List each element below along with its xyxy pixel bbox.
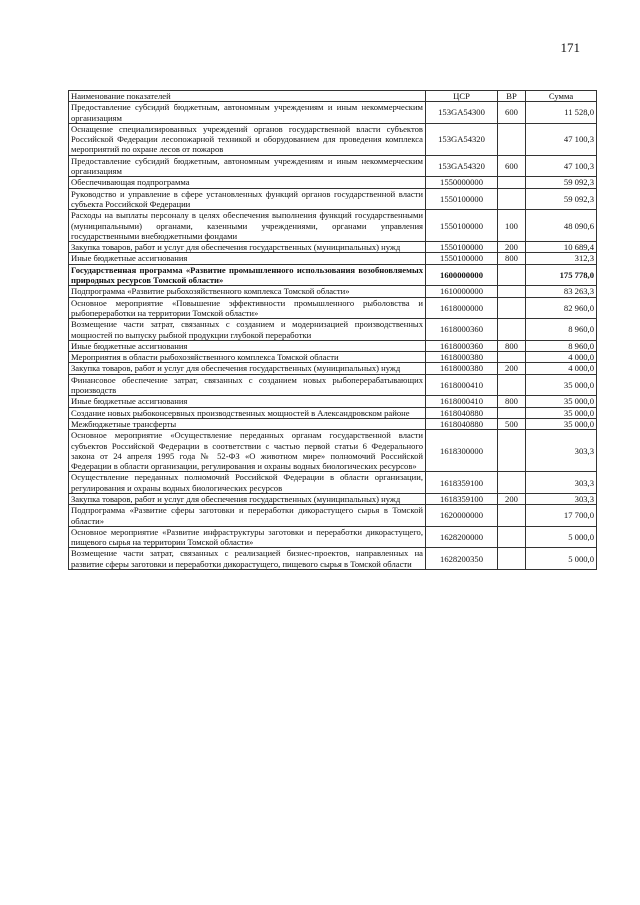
cell-csr: 1618000410 — [426, 374, 498, 396]
cell-name: Основное мероприятие «Осуществление переданных органам государственной власти субъектов Российской Федерации в соответствии с частью первой статьи 6 Федерального закона от 24 апреля 1995 года № 52-ФЗ «О животном мире» полномочий Российской Федерации в области организации, регулирования и охраны водных биологических ресурсов» — [69, 430, 426, 472]
cell-vr — [498, 526, 526, 548]
cell-csr: 1550100000 — [426, 242, 498, 253]
cell-name: Возмещение части затрат, связанных с реализацией бизнес-проектов, направленных на развитие сферы заготовки и переработки дикорастущего, пищевого сырья в Томской области — [69, 548, 426, 570]
table-row — [69, 418, 597, 429]
cell-name: Государственная программа «Развитие промышленного использования возобновляемых природных ресурсов Томской области» — [69, 264, 426, 286]
cell-csr: 1618040880 — [426, 407, 498, 418]
cell-vr — [498, 548, 526, 570]
cell-vr — [498, 352, 526, 363]
cell-sum: 303,3 — [526, 430, 597, 472]
page-number: 171 — [560, 40, 580, 55]
cell-sum: 11 528,0 — [526, 102, 597, 124]
table-row — [69, 505, 597, 527]
cell-name: Расходы на выплаты персоналу в целях обеспечения выполнения функций государственными (муниципальными) органами, казенными учреждениями, органами управления государственными внебюджетными фондами — [69, 210, 426, 242]
cell-csr: 1550000000 — [426, 177, 498, 188]
cell-csr: 153GA54300 — [426, 102, 498, 124]
cell-name: Мероприятия в области рыбохозяйственного комплекса Томской области — [69, 352, 426, 363]
cell-name: Иные бюджетные ассигнования — [69, 396, 426, 407]
cell-sum: 8 960,0 — [526, 340, 597, 351]
cell-sum: 47 100,3 — [526, 155, 597, 177]
cell-vr — [498, 374, 526, 396]
cell-sum: 35 000,0 — [526, 374, 597, 396]
cell-vr — [498, 472, 526, 494]
table-row — [69, 253, 597, 264]
cell-vr: 800 — [498, 253, 526, 264]
table-row — [69, 177, 597, 188]
cell-name: Закупка товаров, работ и услуг для обеспечения государственных (муниципальных) нужд — [69, 493, 426, 504]
cell-sum: 83 263,3 — [526, 286, 597, 297]
cell-vr: 600 — [498, 155, 526, 177]
cell-name: Основное мероприятие «Развитие инфраструктуры заготовки и переработки дикорастущего, пищевого сырья на территории Томской области» — [69, 526, 426, 548]
cell-name: Предоставление субсидий бюджетным, автономным учреждениям и иным некоммерческим организациям — [69, 102, 426, 124]
cell-vr — [498, 505, 526, 527]
header-csr: ЦСР — [426, 91, 498, 102]
cell-vr — [498, 177, 526, 188]
table-row — [69, 340, 597, 351]
header-vr: ВР — [498, 91, 526, 102]
cell-name: Создание новых рыбоконсервных производственных мощностей в Александровском районе — [69, 407, 426, 418]
table-row — [69, 493, 597, 504]
cell-sum: 35 000,0 — [526, 418, 597, 429]
table-row — [69, 472, 597, 494]
cell-sum: 10 689,4 — [526, 242, 597, 253]
cell-name: Основное мероприятие «Повышение эффективности промышленного рыболовства и рыбопереработки на территории Томской области» — [69, 297, 426, 319]
cell-name: Предоставление субсидий бюджетным, автономным учреждениям и иным некоммерческим организациям — [69, 155, 426, 177]
cell-sum: 312,3 — [526, 253, 597, 264]
table-row — [69, 264, 597, 286]
cell-sum: 59 092,3 — [526, 188, 597, 210]
table-row — [69, 548, 597, 570]
cell-sum: 175 778,0 — [526, 264, 597, 286]
table-body — [69, 102, 597, 570]
cell-vr — [498, 286, 526, 297]
cell-csr: 1550100000 — [426, 210, 498, 242]
table-row — [69, 210, 597, 242]
table-row — [69, 526, 597, 548]
cell-sum: 35 000,0 — [526, 396, 597, 407]
table-row — [69, 102, 597, 124]
cell-name: Возмещение части затрат, связанных с созданием и модернизацией производственных мощностей по выпуску рыбной продукции глубокой переработки — [69, 319, 426, 341]
cell-csr: 1618000360 — [426, 340, 498, 351]
cell-csr: 1618000380 — [426, 352, 498, 363]
table-row — [69, 363, 597, 374]
cell-csr: 1618000410 — [426, 396, 498, 407]
cell-vr — [498, 319, 526, 341]
cell-vr — [498, 297, 526, 319]
cell-csr: 1618040880 — [426, 418, 498, 429]
cell-csr: 1628200000 — [426, 526, 498, 548]
cell-name: Руководство и управление в сфере установленных функций органов государственной власти субъекта Российской Федерации — [69, 188, 426, 210]
cell-vr: 500 — [498, 418, 526, 429]
cell-vr: 200 — [498, 242, 526, 253]
cell-vr — [498, 264, 526, 286]
cell-sum: 5 000,0 — [526, 526, 597, 548]
cell-vr: 100 — [498, 210, 526, 242]
cell-vr: 200 — [498, 493, 526, 504]
cell-csr: 1620000000 — [426, 505, 498, 527]
cell-name: Иные бюджетные ассигнования — [69, 340, 426, 351]
cell-csr: 1618359100 — [426, 472, 498, 494]
cell-csr: 1618300000 — [426, 430, 498, 472]
table-row — [69, 396, 597, 407]
cell-sum: 303,3 — [526, 493, 597, 504]
cell-vr — [498, 188, 526, 210]
cell-csr: 1618359100 — [426, 493, 498, 504]
cell-name: Подпрограмма «Развитие рыбохозяйственного комплекса Томской области» — [69, 286, 426, 297]
cell-csr: 1550100000 — [426, 253, 498, 264]
cell-sum: 4 000,0 — [526, 352, 597, 363]
cell-name: Осуществление переданных полномочий Российской Федерации в области организации, регулирования и охраны водных биологических ресурсов — [69, 472, 426, 494]
cell-name: Закупка товаров, работ и услуг для обеспечения государственных (муниципальных) нужд — [69, 242, 426, 253]
cell-name: Иные бюджетные ассигнования — [69, 253, 426, 264]
cell-vr — [498, 407, 526, 418]
header-sum: Сумма — [526, 91, 597, 102]
table-row — [69, 374, 597, 396]
cell-sum: 47 100,3 — [526, 123, 597, 155]
cell-csr: 1628200350 — [426, 548, 498, 570]
table-row — [69, 430, 597, 472]
table-row — [69, 155, 597, 177]
cell-csr: 1618000000 — [426, 297, 498, 319]
table-row — [69, 352, 597, 363]
cell-name: Подпрограмма «Развитие сферы заготовки и переработки дикорастущего сырья в Томской области» — [69, 505, 426, 527]
cell-vr — [498, 123, 526, 155]
table-row — [69, 319, 597, 341]
cell-csr: 153GA54320 — [426, 123, 498, 155]
cell-sum: 82 960,0 — [526, 297, 597, 319]
cell-name: Межбюджетные трансферты — [69, 418, 426, 429]
cell-sum: 59 092,3 — [526, 177, 597, 188]
cell-sum: 17 700,0 — [526, 505, 597, 527]
cell-name: Финансовое обеспечение затрат, связанных с созданием новых рыбоперерабатывающих производств — [69, 374, 426, 396]
cell-vr: 800 — [498, 396, 526, 407]
cell-csr: 1550100000 — [426, 188, 498, 210]
table-row — [69, 297, 597, 319]
cell-csr: 1610000000 — [426, 286, 498, 297]
table-row — [69, 123, 597, 155]
budget-table — [68, 90, 597, 570]
cell-vr — [498, 430, 526, 472]
table-row — [69, 286, 597, 297]
cell-sum: 48 090,6 — [526, 210, 597, 242]
cell-csr: 153GA54320 — [426, 155, 498, 177]
cell-sum: 35 000,0 — [526, 407, 597, 418]
cell-sum: 303,3 — [526, 472, 597, 494]
cell-vr: 200 — [498, 363, 526, 374]
cell-csr: 1618000380 — [426, 363, 498, 374]
cell-name: Оснащение специализированных учреждений органов государственной власти субъектов Российской Федерации лесопожарной техникой и оборудованием для проведения комплекса мероприятий по охране лесов от пожаров — [69, 123, 426, 155]
cell-name: Обеспечивающая подпрограмма — [69, 177, 426, 188]
table-row — [69, 188, 597, 210]
cell-sum: 5 000,0 — [526, 548, 597, 570]
cell-vr: 600 — [498, 102, 526, 124]
cell-sum: 8 960,0 — [526, 319, 597, 341]
cell-sum: 4 000,0 — [526, 363, 597, 374]
table-header-row — [69, 91, 597, 102]
cell-csr: 1618000360 — [426, 319, 498, 341]
cell-csr: 1600000000 — [426, 264, 498, 286]
table-row — [69, 407, 597, 418]
header-name: Наименование показателей — [69, 91, 426, 102]
table-row — [69, 242, 597, 253]
cell-name: Закупка товаров, работ и услуг для обеспечения государственных (муниципальных) нужд — [69, 363, 426, 374]
cell-vr: 800 — [498, 340, 526, 351]
